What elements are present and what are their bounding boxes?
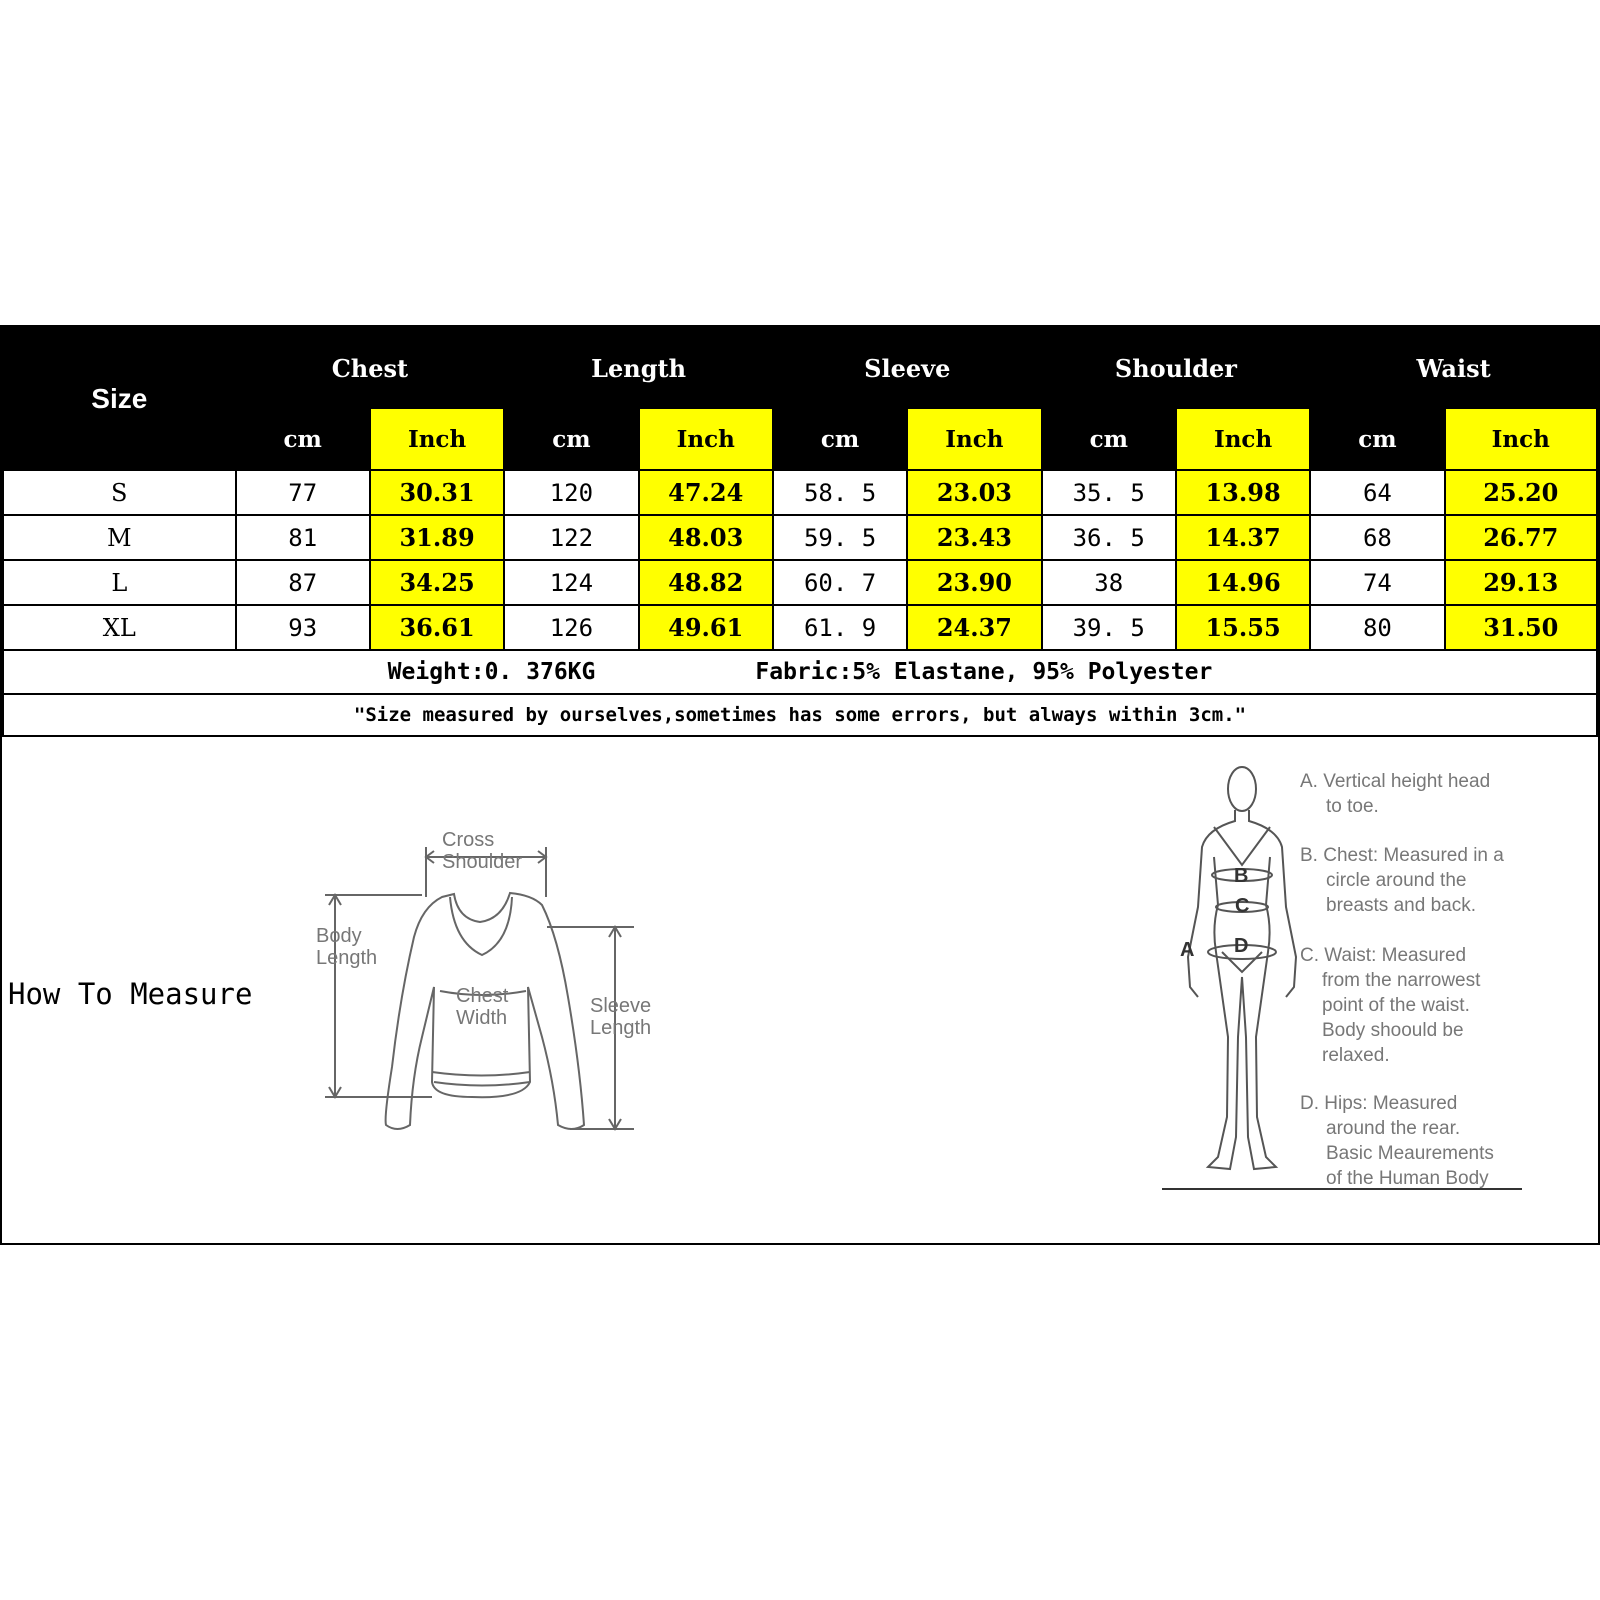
body-length-line-1: Body (316, 925, 362, 947)
info-cell (3, 650, 1597, 694)
cm-value-cell: 77 (236, 470, 370, 515)
note-c (1300, 943, 1530, 1068)
cm-value-cell: 58. 5 (773, 470, 907, 515)
cm-value-cell: 120 (504, 470, 638, 515)
waist-inch-header: Inch (1445, 408, 1597, 470)
inch-value-cell: 26.77 (1445, 515, 1597, 560)
inch-value-cell: 29.13 (1445, 560, 1597, 605)
inch-value-cell: 49.61 (639, 605, 773, 650)
length-header: Length (504, 328, 773, 408)
note-a (1300, 769, 1530, 819)
size-cell: S (3, 470, 236, 515)
cm-value-cell: 64 (1310, 470, 1444, 515)
inch-value-cell: 47.24 (639, 470, 773, 515)
note-c-line-3: point of the waist. (1322, 995, 1470, 1016)
body-letter-b: B (1234, 865, 1249, 887)
size-table (2, 327, 1598, 737)
inch-value-cell: 14.37 (1176, 515, 1310, 560)
cm-value-cell: 61. 9 (773, 605, 907, 650)
inch-value-cell: 31.89 (370, 515, 504, 560)
chest-width-line-1: Chest (456, 985, 509, 1007)
note-d-line-2: around the rear. (1326, 1118, 1461, 1139)
inch-value-cell: 14.96 (1176, 560, 1310, 605)
shoulder-cm-header: cm (1042, 408, 1176, 470)
length-inch-header: Inch (639, 408, 773, 470)
size-cell: M (3, 515, 236, 560)
table-row (3, 470, 1597, 515)
note-d-line-4: of the Human Body (1326, 1168, 1489, 1189)
cm-value-cell: 38 (1042, 560, 1176, 605)
chest-inch-header: Inch (370, 408, 504, 470)
cross-shoulder-label (442, 829, 522, 873)
cm-value-cell: 60. 7 (773, 560, 907, 605)
note-b-line-2: circle around the (1326, 870, 1467, 891)
inch-value-cell: 48.03 (639, 515, 773, 560)
chest-cm-header: cm (236, 408, 370, 470)
table-row (3, 605, 1597, 650)
cm-value-cell: 59. 5 (773, 515, 907, 560)
fabric-text: Fabric:5% Elastane, 95% Polyester (755, 659, 1213, 685)
cm-value-cell: 36. 5 (1042, 515, 1176, 560)
inch-value-cell: 36.61 (370, 605, 504, 650)
shoulder-inch-header: Inch (1176, 408, 1310, 470)
size-cell: XL (3, 605, 236, 650)
sleeve-cm-header: cm (773, 408, 907, 470)
inch-value-cell: 23.03 (907, 470, 1041, 515)
note-a-line-1: A. Vertical height head (1300, 771, 1491, 792)
shoulder-header: Shoulder (1042, 328, 1311, 408)
cm-value-cell: 68 (1310, 515, 1444, 560)
cm-value-cell: 35. 5 (1042, 470, 1176, 515)
body-letter-a: A (1180, 939, 1195, 961)
waist-cm-header: cm (1310, 408, 1444, 470)
note-c-line-1: C. Waist: Measured (1300, 945, 1467, 966)
inch-value-cell: 13.98 (1176, 470, 1310, 515)
size-chart (0, 325, 1600, 1245)
sleeve-inch-header: Inch (907, 408, 1041, 470)
body-letter-c: C (1235, 895, 1250, 917)
cm-value-cell: 39. 5 (1042, 605, 1176, 650)
sleeve-length-line-1: Sleeve (590, 995, 652, 1017)
inch-value-cell: 48.82 (639, 560, 773, 605)
cm-value-cell: 126 (504, 605, 638, 650)
how-to-measure-title: How To Measure (8, 977, 253, 1011)
cm-value-cell: 87 (236, 560, 370, 605)
note-a-line-2: to toe. (1326, 796, 1379, 817)
body-letter-d: D (1234, 935, 1249, 957)
inch-value-cell: 31.50 (1445, 605, 1597, 650)
cm-value-cell: 122 (504, 515, 638, 560)
size-cell: L (3, 560, 236, 605)
inch-value-cell: 34.25 (370, 560, 504, 605)
inch-value-cell: 23.90 (907, 560, 1041, 605)
cm-value-cell: 124 (504, 560, 638, 605)
chest-width-label (456, 985, 508, 1029)
sleeve-length-line-2: Length (590, 1017, 652, 1039)
cm-value-cell: 74 (1310, 560, 1444, 605)
cm-value-cell: 93 (236, 605, 370, 650)
chest-header: Chest (236, 328, 505, 408)
length-cm-header: cm (504, 408, 638, 470)
inch-value-cell: 15.55 (1176, 605, 1310, 650)
table-row (3, 560, 1597, 605)
note-d (1300, 1091, 1530, 1191)
cross-shoulder-line-1: Cross (442, 829, 495, 851)
cross-shoulder-line-2: Shoulder (442, 851, 523, 873)
inch-value-cell: 30.31 (370, 470, 504, 515)
note-b (1300, 843, 1530, 918)
body-length-label (316, 925, 377, 969)
waist-header: Waist (1310, 328, 1597, 408)
cm-value-cell: 80 (1310, 605, 1444, 650)
sleeve-length-label (590, 995, 651, 1039)
how-to-measure-section (2, 737, 1598, 1243)
note-b-line-1: B. Chest: Measured in a (1300, 845, 1504, 866)
size-header: Size (3, 328, 236, 470)
note-c-line-5: relaxed. (1322, 1045, 1390, 1066)
size-note: "Size measured by ourselves,sometimes has some errors, but always within 3cm." (3, 694, 1597, 736)
sleeve-header: Sleeve (773, 328, 1042, 408)
note-c-line-4: Body shoould be (1322, 1020, 1464, 1041)
cm-value-cell: 81 (236, 515, 370, 560)
note-d-line-1: D. Hips: Measured (1300, 1093, 1458, 1114)
inch-value-cell: 24.37 (907, 605, 1041, 650)
note-b-line-3: breasts and back. (1326, 895, 1476, 916)
note-c-line-2: from the narrowest (1322, 970, 1481, 991)
inch-value-cell: 25.20 (1445, 470, 1597, 515)
body-length-line-2: Length (316, 947, 378, 969)
weight-text: Weight:0. 376KG (387, 659, 596, 685)
inch-value-cell: 23.43 (907, 515, 1041, 560)
chest-width-line-2: Width (456, 1007, 508, 1029)
note-d-line-3: Basic Meaurements (1326, 1143, 1494, 1164)
table-row (3, 515, 1597, 560)
